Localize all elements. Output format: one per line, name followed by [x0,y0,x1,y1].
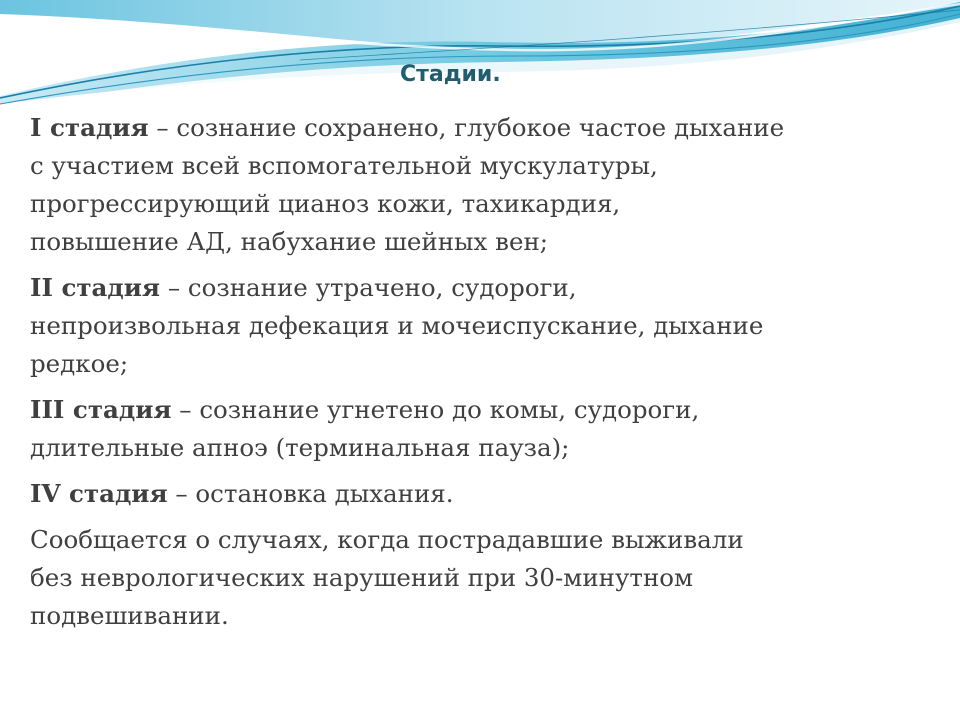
stage-3-heading: III стадия [30,395,172,424]
stage-4-paragraph [30,475,940,513]
note-line-1: Сообщается о случаях, когда пострадавшие выживали [30,525,744,554]
stage-2-line-2: непроизвольная дефекация и мочеиспускание, дыхание [30,311,764,340]
slide-body [30,109,940,635]
stage-4-first-line [30,475,940,513]
stage-2-paragraph [30,269,940,383]
stage-1-text: – сознание сохранено, глубокое частое дыхание [156,113,785,142]
stage-4-text: – остановка дыхания. [175,479,454,508]
stage-1-line-3: прогрессирующий цианоз кожи, тахикардия, [30,189,621,218]
stage-4-heading: IV стадия [30,479,168,508]
stage-1-heading: I стадия [30,113,149,142]
stage-3-text: – сознание угнетено до комы, судороги, [179,395,700,424]
stage-2-line-3: редкое; [30,349,129,378]
note-line-3: подвешивании. [30,601,229,630]
stage-1-line-2: с участием всей вспомогательной мускулатуры, [30,151,658,180]
slide-title: Стадии. [400,62,501,87]
stage-3-line-2: длительные апноэ (терминальная пауза); [30,433,570,462]
stage-1-paragraph [30,109,940,261]
stage-1-first-line [30,109,940,147]
note-paragraph [30,521,940,635]
stage-3-first-line [30,391,940,429]
wave-header-decoration [0,0,960,120]
stage-2-text: – сознание утрачено, судороги, [167,273,577,302]
stage-1-line-4: повышение АД, набухание шейных вен; [30,227,549,256]
stage-3-paragraph [30,391,940,467]
note-line-2: без неврологических нарушений при 30-минутном [30,563,694,592]
stage-2-first-line [30,269,940,307]
stage-2-heading: II стадия [30,273,161,302]
